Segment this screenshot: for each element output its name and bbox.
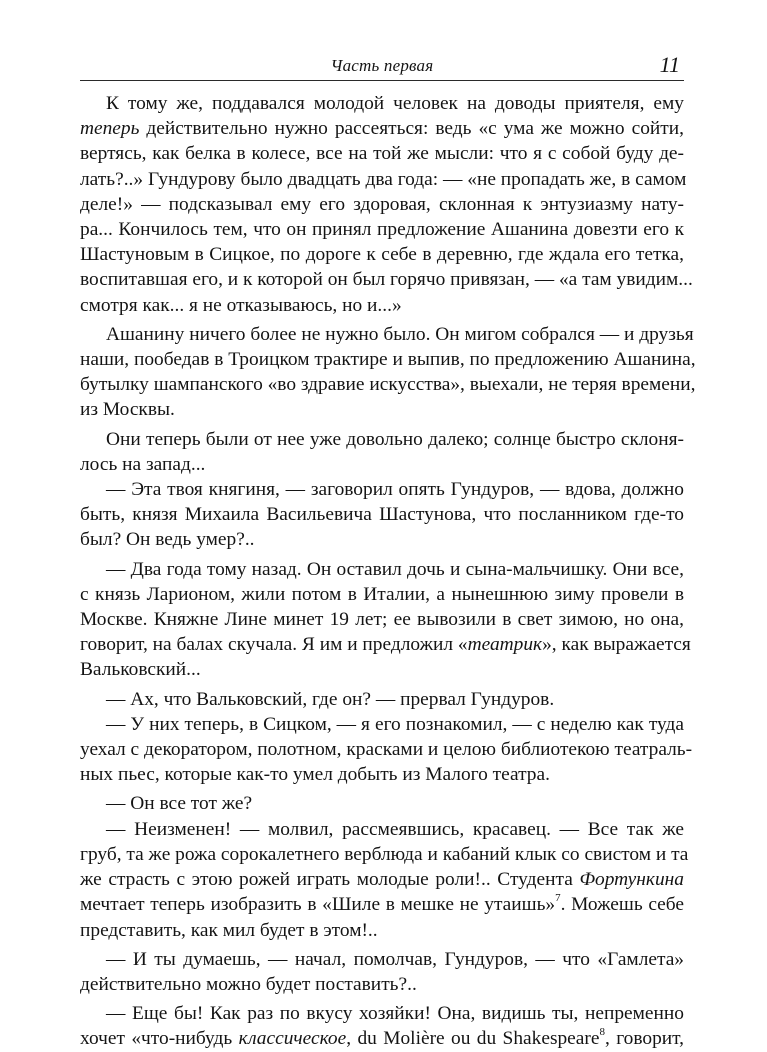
italic-word: теперь bbox=[80, 118, 140, 140]
text-line: воспитавшая его, и к которой он был горячо привязан, — «а там увидим... bbox=[80, 269, 693, 291]
text-line: Шастуновым в Сицкое, по дороге к себе в деревню, где ждала его тетка, bbox=[80, 244, 684, 266]
text-line: — Эта твоя княгиня, — заговорил опять Гундуров, — вдова, должно bbox=[106, 479, 684, 501]
page-number: 11 bbox=[659, 52, 680, 77]
text-line: представить, как мил будет в этом!.. bbox=[80, 919, 378, 941]
text-line: — И ты думаешь, — начал, помолчав, Гундуров, — что «Гамлета» bbox=[106, 948, 684, 970]
text-line: теперь действительно нужно рассеяться: ведь «с ума же можно сойти, bbox=[80, 118, 684, 140]
italic-word: Фортункина bbox=[579, 869, 684, 891]
text-line: — У них теперь, в Сицком, — я его познакомил, — с неделю как туда bbox=[106, 713, 684, 735]
text-line: же страсть с этою рожей играть молодые роли!.. Студента Фортункина bbox=[80, 869, 684, 891]
italic-word: театрик bbox=[467, 634, 543, 656]
text-line: из Москвы. bbox=[80, 399, 175, 421]
footnote-ref[interactable]: 8 bbox=[599, 1025, 605, 1038]
text-line: — Еще бы! Как раз по вкусу хозяйки! Она, видишь ты, непременно bbox=[106, 1003, 684, 1025]
text-line: уехал с декоратором, полотном, красками и целою библиотекою театраль- bbox=[80, 739, 693, 761]
text-line: смотря как... я не отказываюсь, но и...» bbox=[80, 294, 402, 316]
text-line: был? Он ведь умер?.. bbox=[80, 529, 255, 551]
text-line: Они теперь были от нее уже довольно далеко; солнце быстро склоня- bbox=[106, 428, 684, 450]
text-line: хочет «что-нибудь классическое, du Molière ou du Shakespeare$^8$, говорит, bbox=[80, 1025, 685, 1050]
text-line: Вальковский... bbox=[80, 659, 201, 681]
text-line: — Он все тот же? bbox=[106, 793, 253, 815]
text-line: вертясь, как белка в колесе, все на той же мысли: что я с собой буду де- bbox=[80, 143, 684, 165]
text-line: К тому же, поддавался молодой человек на доводы приятеля, ему bbox=[106, 93, 684, 114]
text-line: действительно можно будет поставить?.. bbox=[80, 973, 417, 995]
italic-word: классическое bbox=[238, 1028, 347, 1050]
footnote-ref[interactable]: 7 bbox=[555, 891, 561, 904]
text-line: Ашанину ничего более не нужно было. Он мигом собрался — и друзья bbox=[106, 323, 694, 345]
text-line: груб, та же рожа сорокалетнего верблюда и кабаний клык со свистом и та bbox=[80, 843, 689, 865]
text-line: — Ах, что Вальковский, где он? — прервал Гундуров. bbox=[106, 688, 555, 710]
text-line: наши, пообедав в Троицком трактире и выпив, по предложению Ашанина, bbox=[80, 349, 696, 371]
text-line: лось на запад... bbox=[80, 453, 206, 475]
text-line: с князь Ларионом, жили потом в Италии, а нынешнюю зиму провели в bbox=[80, 583, 684, 605]
text-line: ных пьес, которые как-то умел добыть из Малого театра. bbox=[80, 764, 550, 786]
text-line: деле!» — подсказывал ему его здоровая, склонная к энтузиазму нату- bbox=[80, 193, 684, 215]
body-text bbox=[80, 91, 696, 1052]
running-head bbox=[80, 52, 684, 80]
text-line: лать?..» Гундурову было двадцать два года: — «не пропадать же, в самом bbox=[80, 168, 687, 190]
text-line: бутылку шампанского «во здравие искусства», выехали, не теряя времени, bbox=[80, 374, 696, 396]
text-line: ра... Кончилось тем, что он принял предложение Ашанина довезти его к bbox=[80, 219, 684, 241]
text-line: — Два года тому назад. Он оставил дочь и сына-мальчишку. Они все, bbox=[106, 558, 684, 580]
text-line: — Неизменен! — молвил, рассмеявшись, красавец. — Все так же bbox=[106, 818, 684, 840]
text-line: Москве. Княжне Лине минет 19 лет; ее вывозили в свет зимою, но она, bbox=[80, 609, 684, 631]
header-rule bbox=[80, 80, 684, 81]
text-line: говорит, на балах скучала. Я им и предложил «театрик», как выражается bbox=[80, 634, 691, 656]
running-title: Часть первая bbox=[330, 56, 434, 75]
text-line: быть, князя Михаила Васильевича Шастунова, что посланником где-то bbox=[80, 504, 684, 526]
text-line: мечтает теперь изобразить в «Шиле в мешке не утаишь»$^7$. Можешь себе bbox=[80, 891, 685, 916]
